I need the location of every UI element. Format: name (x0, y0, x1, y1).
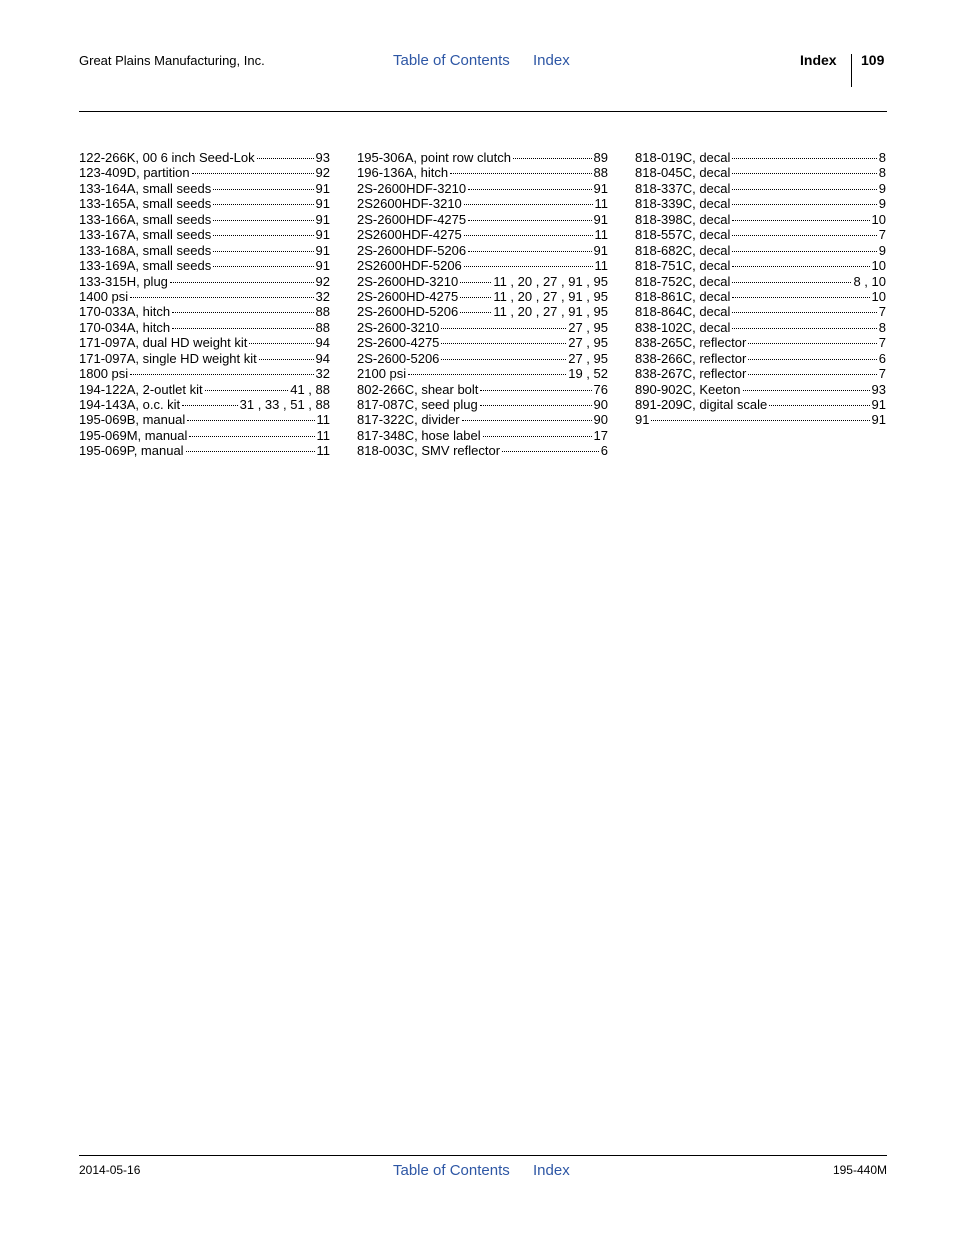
index-entry[interactable] (635, 243, 886, 258)
index-entry-pages[interactable]: 94 (315, 350, 330, 366)
index-entry-term: 818-557C, decal (635, 227, 731, 243)
index-entry-pages[interactable]: 92 (315, 273, 330, 289)
index-entry-pages[interactable]: 10 (871, 258, 886, 274)
index-entry-pages[interactable]: 92 (315, 165, 330, 181)
index-entry-term: 195-069M, manual (79, 427, 188, 443)
page-number: 109 (861, 52, 885, 68)
index-entry-term: 818-752C, decal (635, 273, 731, 289)
index-entry[interactable] (635, 289, 886, 304)
index-entry-pages[interactable]: 41 , 88 (290, 381, 330, 397)
header-table-of-contents-link[interactable]: Table of Contents (393, 52, 510, 69)
index-column-1 (79, 150, 330, 459)
footer-rule (79, 1155, 887, 1156)
dot-leader (513, 158, 592, 159)
index-column-3 (635, 150, 886, 428)
index-entry-term: 194-143A, o.c. kit (79, 397, 181, 412)
dot-leader (408, 374, 566, 375)
index-entry-pages[interactable]: 32 (315, 288, 330, 304)
footer-date: 2014-05-16 (79, 1163, 141, 1177)
index-entry-pages[interactable]: 9 (878, 196, 886, 212)
dot-leader (483, 436, 592, 437)
dot-leader (130, 297, 313, 298)
index-entry-term: 838-267C, reflector (635, 366, 747, 382)
dot-leader (468, 251, 591, 252)
index-entry[interactable] (357, 366, 608, 381)
index-column-2 (357, 150, 608, 459)
dot-leader (732, 282, 851, 283)
dot-leader (732, 266, 869, 267)
index-entry-pages[interactable]: 11 (316, 412, 330, 428)
index-entry[interactable] (79, 412, 330, 427)
dot-leader (743, 390, 870, 391)
index-entry-pages[interactable]: 91 (593, 180, 608, 196)
index-entry-term: 195-306A, point row clutch (357, 150, 511, 165)
index-entry[interactable] (357, 443, 608, 458)
index-entry[interactable] (79, 258, 330, 273)
index-entry-pages[interactable]: 27 , 95 (568, 350, 608, 366)
index-entry[interactable] (635, 258, 886, 273)
index-entry-term: 2S-2600-3210 (357, 319, 440, 335)
dot-leader (189, 436, 314, 437)
dot-leader (732, 328, 876, 329)
index-entry[interactable] (357, 382, 608, 397)
index-entry-pages[interactable]: 10 (871, 288, 886, 304)
index-entry[interactable] (635, 335, 886, 350)
index-entry[interactable] (635, 274, 886, 289)
index-entry-pages[interactable]: 89 (593, 150, 608, 165)
dot-leader (732, 158, 876, 159)
index-entry-term: 2S-2600HDF-4275 (357, 211, 467, 227)
dot-leader (187, 420, 314, 421)
index-entry-pages[interactable]: 88 (315, 319, 330, 335)
index-entry[interactable] (357, 243, 608, 258)
index-entry[interactable] (357, 274, 608, 289)
index-entry-pages[interactable]: 91 (871, 397, 886, 412)
index-entry-term: 1800 psi (79, 366, 129, 382)
index-entry[interactable] (79, 335, 330, 350)
index-entry[interactable] (357, 258, 608, 273)
header-index-link[interactable]: Index (533, 52, 570, 69)
index-entry-term: 2S-2600HD-3210 (357, 273, 459, 289)
index-entry-pages[interactable]: 11 , 20 , 27 , 91 , 95 (493, 273, 608, 289)
index-entry[interactable] (357, 397, 608, 412)
index-entry-term: 133-169A, small seeds (79, 258, 212, 274)
index-entry-pages[interactable]: 7 (878, 227, 886, 243)
index-entry-term: 817-348C, hose label (357, 427, 481, 443)
index-entry-pages[interactable]: 7 (878, 335, 886, 351)
index-entry-pages[interactable]: 31 , 33 , 51 , 88 (239, 397, 330, 412)
index-entry-term: 133-164A, small seeds (79, 180, 212, 196)
dot-leader (192, 173, 314, 174)
index-entry[interactable] (635, 212, 886, 227)
dot-leader (213, 189, 313, 190)
index-entry-term: 818-003C, SMV reflector (357, 443, 501, 459)
index-entry[interactable] (79, 382, 330, 397)
dot-leader (769, 405, 869, 406)
index-entry-term: 2S-2600HDF-5206 (357, 242, 467, 258)
index-entry-pages[interactable]: 11 (594, 196, 608, 212)
index-entry-pages[interactable]: 91 (315, 180, 330, 196)
index-entry-term: 171-097A, dual HD weight kit (79, 335, 248, 351)
index-entry-pages[interactable]: 11 (594, 258, 608, 274)
dot-leader (213, 220, 313, 221)
index-entry-term: 133-315H, plug (79, 273, 168, 289)
index-entry-term: 2S2600HDF-3210 (357, 196, 462, 212)
index-entry-term: 838-265C, reflector (635, 335, 747, 351)
index-entry-term: 818-339C, decal (635, 196, 731, 212)
dot-leader (732, 235, 876, 236)
index-entry[interactable] (79, 428, 330, 443)
index-entry-term: 2S2600HDF-5206 (357, 258, 462, 274)
index-entry-pages[interactable]: 90 (593, 412, 608, 428)
dot-leader (480, 390, 591, 391)
dot-leader (213, 204, 313, 205)
dot-leader (441, 328, 566, 329)
index-entry[interactable] (79, 227, 330, 242)
index-entry-pages[interactable]: 7 (878, 366, 886, 382)
index-entry-pages[interactable]: 8 (878, 150, 886, 165)
index-entry[interactable] (79, 181, 330, 196)
index-entry[interactable] (357, 150, 608, 165)
index-entry-pages[interactable]: 88 (593, 165, 608, 181)
dot-leader (460, 312, 491, 313)
index-entry-pages[interactable]: 9 (878, 242, 886, 258)
index-entry[interactable] (357, 227, 608, 242)
index-entry[interactable] (79, 196, 330, 211)
index-entry[interactable] (635, 196, 886, 211)
index-entry[interactable] (79, 150, 330, 165)
dot-leader (748, 359, 876, 360)
dot-leader (249, 343, 313, 344)
header-rule (79, 111, 887, 112)
index-entry-pages[interactable]: 90 (593, 397, 608, 412)
index-entry[interactable] (357, 212, 608, 227)
dot-leader (468, 220, 591, 221)
dot-leader (170, 282, 314, 283)
index-entry-term: 818-864C, decal (635, 304, 731, 320)
dot-leader (732, 173, 876, 174)
dot-leader (172, 312, 313, 313)
index-entry-pages[interactable]: 91 (315, 196, 330, 212)
index-entry[interactable] (79, 443, 330, 458)
index-entry[interactable] (635, 351, 886, 366)
index-entry-pages[interactable]: 27 , 95 (568, 319, 608, 335)
dot-leader (257, 158, 314, 159)
index-entry[interactable] (79, 289, 330, 304)
index-entry[interactable] (357, 335, 608, 350)
index-entry-pages[interactable]: 11 (594, 227, 608, 243)
index-entry-pages[interactable]: 17 (593, 427, 608, 443)
document-number: 195-440M (832, 1163, 887, 1177)
index-entry[interactable] (357, 165, 608, 180)
index-entry-pages[interactable]: 7 (878, 304, 886, 320)
index-entry-term: 2S-2600HDF-3210 (357, 180, 467, 196)
index-entry[interactable] (357, 320, 608, 335)
dot-leader (748, 374, 876, 375)
dot-leader (460, 297, 491, 298)
index-entry-term: 838-266C, reflector (635, 350, 747, 366)
header-separator (851, 54, 852, 87)
index-entry[interactable] (357, 351, 608, 366)
index-entry[interactable] (79, 165, 330, 180)
index-entry[interactable] (635, 412, 886, 427)
dot-leader (464, 235, 593, 236)
index-entry-pages[interactable]: 91 (315, 211, 330, 227)
dot-leader (732, 189, 876, 190)
index-entry-pages[interactable]: 11 , 20 , 27 , 91 , 95 (493, 304, 608, 320)
index-entry-pages[interactable]: 6 (600, 443, 608, 459)
index-entry-term: 2S-2600-5206 (357, 350, 440, 366)
dot-leader (441, 343, 566, 344)
index-entry-pages[interactable]: 8 , 10 (853, 273, 886, 289)
index-entry-term: 802-266C, shear bolt (357, 381, 479, 397)
dot-leader (480, 405, 592, 406)
index-entry[interactable] (635, 227, 886, 242)
index-entry[interactable] (79, 274, 330, 289)
footer-index-link[interactable]: Index (533, 1162, 570, 1179)
index-entry-pages[interactable]: 11 (316, 427, 330, 443)
index-entry-pages[interactable]: 8 (878, 319, 886, 335)
index-entry-term: 133-165A, small seeds (79, 196, 212, 212)
dot-leader (259, 359, 314, 360)
index-entry[interactable] (79, 351, 330, 366)
index-entry[interactable] (79, 243, 330, 258)
index-entry-pages[interactable]: 91 (593, 211, 608, 227)
footer-table-of-contents-link[interactable]: Table of Contents (393, 1162, 510, 1179)
index-entry-term: 2S-2600-4275 (357, 335, 440, 351)
index-entry[interactable] (635, 165, 886, 180)
dot-leader (213, 235, 313, 236)
dot-leader (186, 451, 315, 452)
index-entry-pages[interactable]: 91 (593, 242, 608, 258)
index-entry-pages[interactable]: 27 , 95 (568, 335, 608, 351)
index-entry[interactable] (357, 196, 608, 211)
index-entry-term: 194-122A, 2-outlet kit (79, 381, 203, 397)
dot-leader (130, 374, 313, 375)
index-entry[interactable] (635, 382, 886, 397)
index-entry-term: 1400 psi (79, 288, 129, 304)
index-entry-pages[interactable]: 88 (315, 304, 330, 320)
index-entry-term: 818-398C, decal (635, 211, 731, 227)
index-entry-term: 818-682C, decal (635, 242, 731, 258)
dot-leader (732, 204, 876, 205)
index-entry-pages[interactable]: 8 (878, 165, 886, 181)
index-entry[interactable] (635, 304, 886, 319)
index-entry-pages[interactable]: 9 (878, 180, 886, 196)
index-entry-term: 818-045C, decal (635, 165, 731, 181)
dot-leader (182, 405, 237, 406)
index-entry-term: 2S-2600HD-4275 (357, 288, 459, 304)
dot-leader (502, 451, 599, 452)
index-entry-term: 196-136A, hitch (357, 165, 449, 181)
index-entry-pages[interactable]: 10 (871, 211, 886, 227)
index-entry[interactable] (635, 366, 886, 381)
company-name: Great Plains Manufacturing, Inc. (79, 53, 265, 68)
index-entry-pages[interactable]: 91 (315, 227, 330, 243)
index-entry-pages[interactable]: 11 (316, 443, 330, 459)
index-entry-term: 818-861C, decal (635, 288, 731, 304)
dot-leader (732, 297, 869, 298)
index-entry[interactable] (635, 181, 886, 196)
dot-leader (172, 328, 313, 329)
dot-leader (732, 251, 876, 252)
index-entry-pages[interactable]: 76 (593, 381, 608, 397)
index-entry[interactable] (357, 289, 608, 304)
index-entry-term: 2S-2600HD-5206 (357, 304, 459, 320)
dot-leader (213, 251, 313, 252)
index-entry[interactable] (79, 212, 330, 227)
index-entry-pages[interactable]: 91 (871, 412, 886, 428)
dot-leader (651, 420, 869, 421)
dot-leader (468, 189, 591, 190)
index-entry[interactable] (635, 397, 886, 412)
dot-leader (441, 359, 566, 360)
index-entry-term: 838-102C, decal (635, 319, 731, 335)
index-entry[interactable] (79, 304, 330, 319)
dot-leader (450, 173, 591, 174)
index-entry-pages[interactable]: 93 (315, 150, 330, 165)
index-entry-term: 195-069P, manual (79, 443, 184, 459)
index-entry-term: 818-751C, decal (635, 258, 731, 274)
index-entry-pages[interactable]: 11 , 20 , 27 , 91 , 95 (493, 288, 608, 304)
index-entry-term: 171-097A, single HD weight kit (79, 350, 257, 366)
index-entry-pages[interactable]: 19 , 52 (568, 366, 608, 382)
index-entry-pages[interactable]: 32 (315, 366, 330, 382)
index-entry-term: 91 (635, 412, 650, 428)
index-entry[interactable] (79, 320, 330, 335)
index-entry-term: 170-033A, hitch (79, 304, 171, 320)
index-entry-term: 122-266K, 00 6 inch Seed-Lok (79, 150, 255, 165)
dot-leader (464, 204, 593, 205)
index-entry-term: 2S2600HDF-4275 (357, 227, 462, 243)
index-entry-pages[interactable]: 6 (878, 350, 886, 366)
dot-leader (205, 390, 289, 391)
index-entry-term: 817-322C, divider (357, 412, 460, 428)
index-entry-pages[interactable]: 91 (315, 258, 330, 274)
dot-leader (464, 266, 593, 267)
index-entry[interactable] (635, 150, 886, 165)
dot-leader (732, 220, 869, 221)
index-entry[interactable] (357, 304, 608, 319)
index-entry-term: 890-902C, Keeton (635, 381, 741, 397)
dot-leader (748, 343, 876, 344)
dot-leader (462, 420, 592, 421)
dot-leader (732, 312, 876, 313)
index-entry-term: 817-087C, seed plug (357, 397, 478, 412)
index-entry-term: 2100 psi (357, 366, 407, 382)
section-title: Index (800, 52, 837, 68)
index-entry-term: 170-034A, hitch (79, 319, 171, 335)
index-entry[interactable] (79, 397, 330, 412)
dot-leader (460, 282, 491, 283)
index-entry-term: 133-168A, small seeds (79, 242, 212, 258)
index-entry-term: 818-337C, decal (635, 180, 731, 196)
index-entry-term: 133-167A, small seeds (79, 227, 212, 243)
index-entry-term: 818-019C, decal (635, 150, 731, 165)
index-entry[interactable] (357, 181, 608, 196)
index-entry-term: 123-409D, partition (79, 165, 190, 181)
index-entry-term: 891-209C, digital scale (635, 397, 768, 412)
dot-leader (213, 266, 313, 267)
index-entry-term: 133-166A, small seeds (79, 211, 212, 227)
index-entry[interactable] (635, 320, 886, 335)
index-entry[interactable] (357, 412, 608, 427)
index-entry[interactable] (357, 428, 608, 443)
index-entry-pages[interactable]: 91 (315, 242, 330, 258)
index-entry-pages[interactable]: 93 (871, 381, 886, 397)
index-entry[interactable] (79, 366, 330, 381)
index-entry-pages[interactable]: 94 (315, 335, 330, 351)
index-entry-term: 195-069B, manual (79, 412, 186, 428)
